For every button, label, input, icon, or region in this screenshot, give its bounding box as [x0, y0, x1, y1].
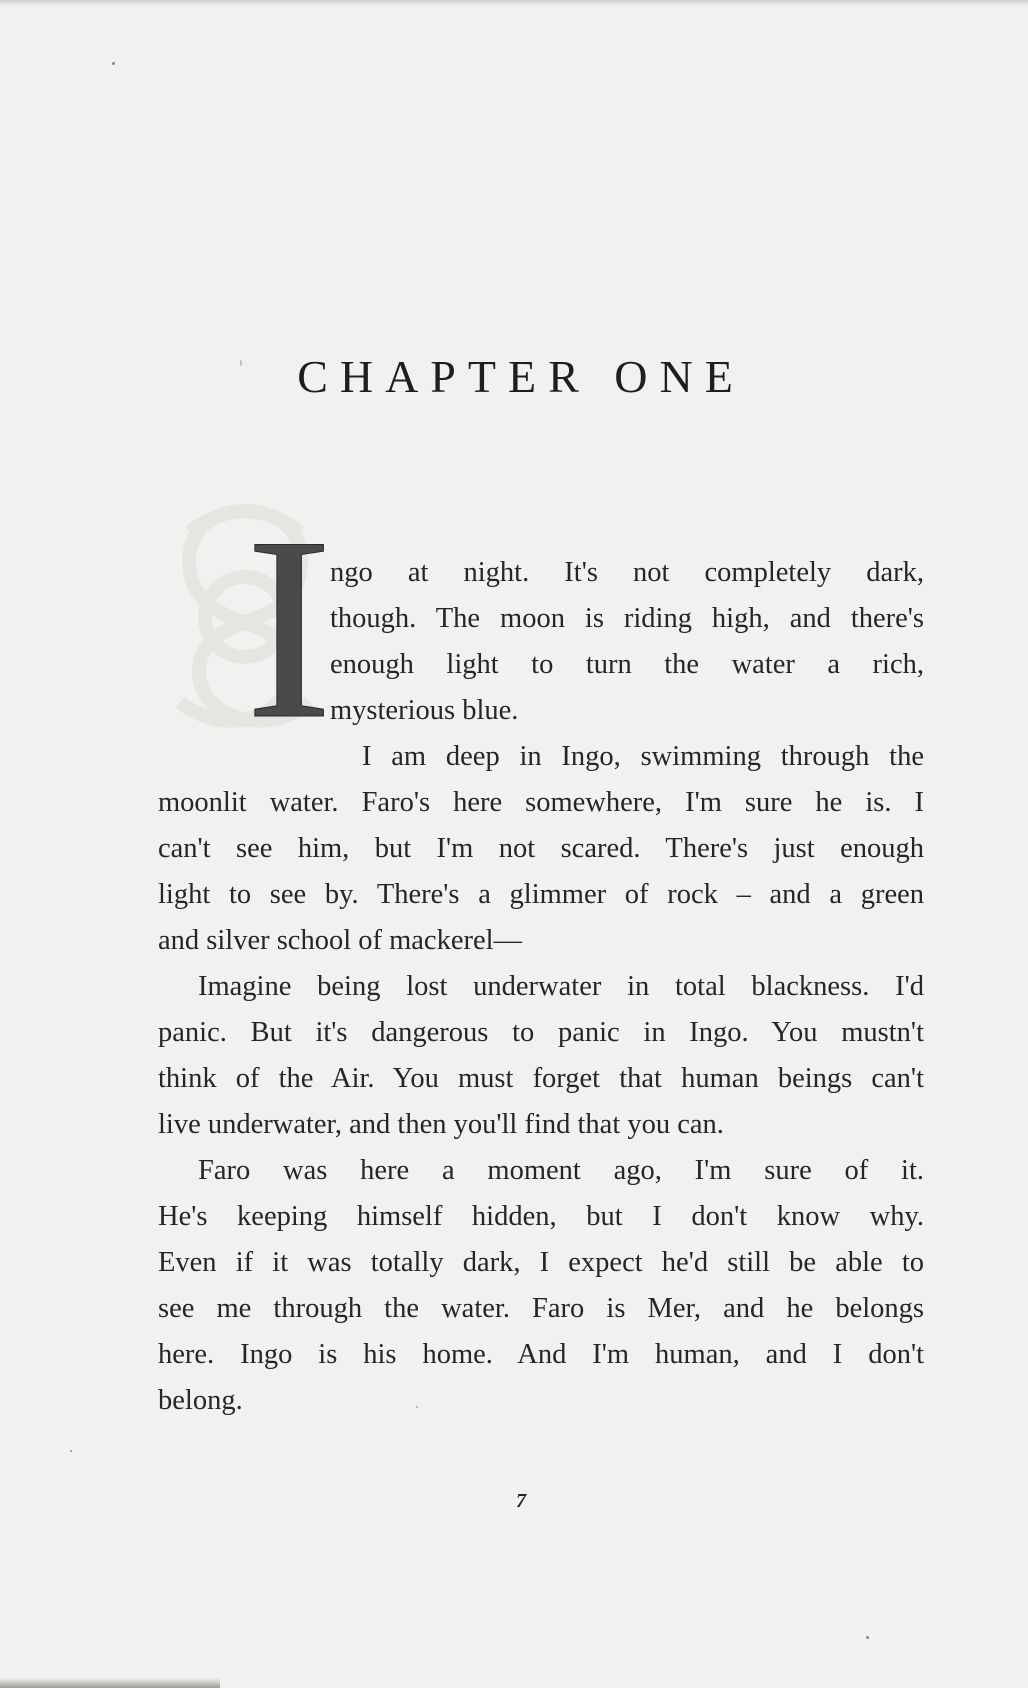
page-bottom-edge	[0, 1678, 220, 1688]
text-line: mysterious blue.	[330, 695, 519, 726]
text-line: Even if it was totally dark, I expect he'd still be able to	[158, 1247, 924, 1278]
text-line: live underwater, and then you'll find that you can.	[158, 1109, 724, 1140]
text-line: Imagine being lost underwater in total blackness. I'd	[198, 971, 924, 1002]
text-line: moonlit water. Faro's here somewhere, I'm sure he is. I	[158, 787, 924, 818]
text-line: He's keeping himself hidden, but I don't know why.	[158, 1201, 924, 1232]
paper-speck	[70, 1450, 72, 1452]
text-line: ngo at night. It's not completely dark,	[330, 557, 924, 588]
text-line: here. Ingo is his home. And I'm human, and I don't	[158, 1339, 924, 1370]
text-line: and silver school of mackerel—	[158, 925, 523, 956]
drop-cap-letter	[245, 483, 333, 773]
text-line: belong.	[158, 1385, 243, 1416]
text-line: I am deep in Ingo, swimming through the	[362, 741, 924, 772]
page-number: 7	[516, 1490, 526, 1512]
text-line: panic. But it's dangerous to panic in Ingo. You mustn't	[158, 1017, 924, 1048]
text-line: enough light to turn the water a rich,	[330, 649, 924, 680]
text-line: light to see by. There's a glimmer of rock – and a green	[158, 879, 924, 910]
text-line: can't see him, but I'm not scared. There's just enough	[158, 833, 924, 864]
chapter-title: CHAPTER ONE	[297, 351, 745, 402]
text-line: though. The moon is riding high, and there's	[330, 603, 924, 634]
text-line: Faro was here a moment ago, I'm sure of it.	[198, 1155, 924, 1186]
page-top-edge	[0, 0, 1028, 6]
paper-speck	[240, 360, 242, 366]
text-line: see me through the water. Faro is Mer, and he belongs	[158, 1293, 924, 1324]
paper-speck	[416, 1406, 418, 1408]
paper-speck	[866, 1636, 869, 1639]
paper-speck	[112, 62, 115, 65]
drop-cap-text: I	[245, 483, 333, 773]
text-line: think of the Air. You must forget that human beings can't	[158, 1063, 924, 1094]
